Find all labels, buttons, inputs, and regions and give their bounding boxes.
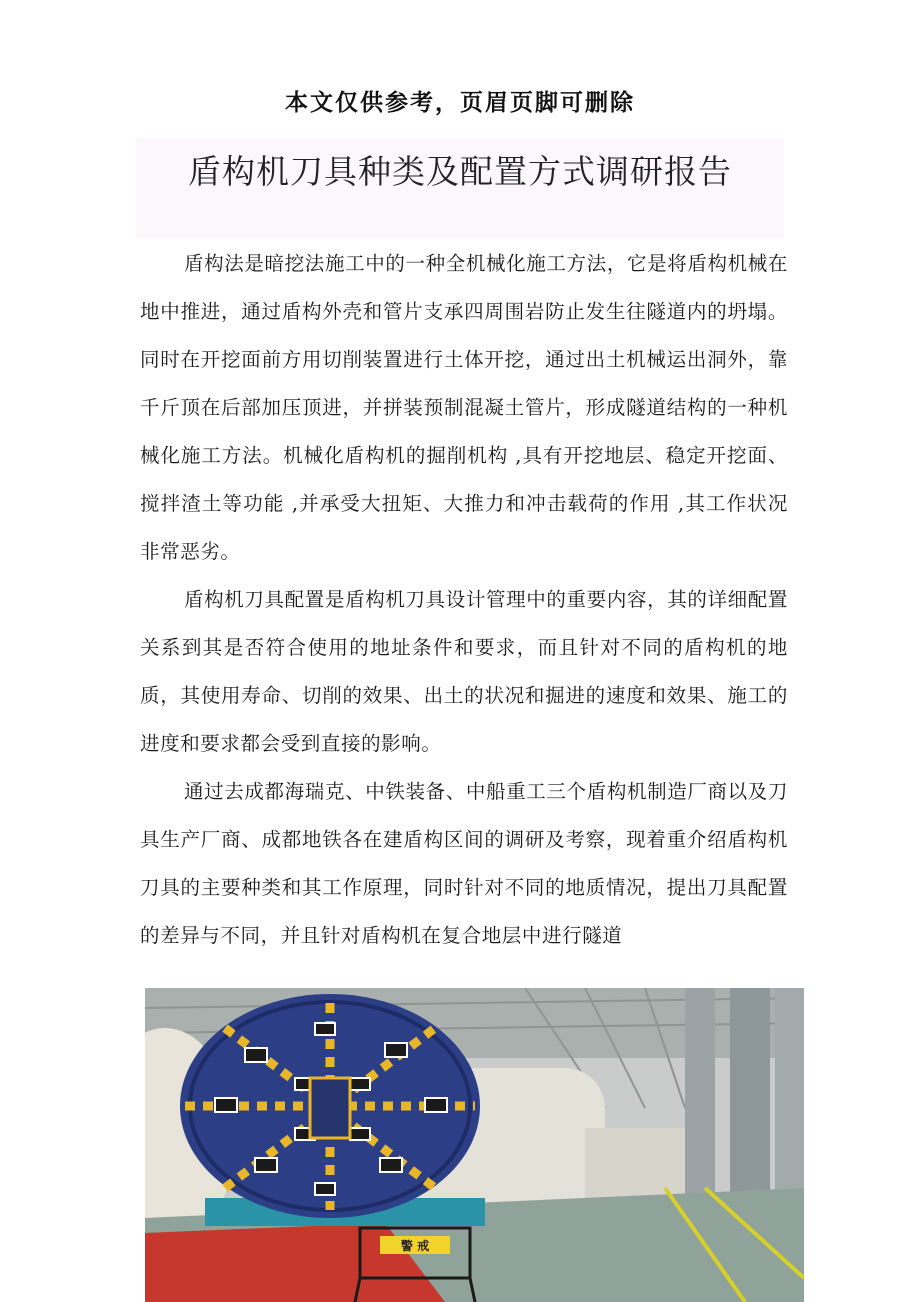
tbm-cutterhead-photo xyxy=(145,988,804,1302)
document-title: 盾构机刀具种类及配置方式调研报告 xyxy=(188,152,732,191)
paragraph-intro: 盾构法是暗挖法施工中的一种全机械化施工方法，它是将盾构机械在地中推进，通过盾构外壳和管片支承四周围岩防止发生往隧道内的坍塌。同时在开挖面前方用切削装置进行土体开挖，通过出土机械运出洞外，靠千斤顶在后部加压顶进，并拼装预制混凝土管片，形成隧道结构的一种机械化施工方法。机械化盾构机的掘削机构 ,具有开挖地层、稳定开挖面、搅拌渣土等功能 ,并承受大扭矩、大推力和冲击载荷的作用 ,其工作状况非常恶劣。 xyxy=(140,252,788,563)
paragraph-cutter-config: 盾构机刀具配置是盾构机刀具设计管理中的重要内容，其的详细配置关系到其是否符合使用的地址条件和要求，而且针对不同的盾构机的地质，其使用寿命、切削的效果、出土的状况和掘进的速度和效果、施工的进度和要求都会受到直接的影响。 xyxy=(140,588,788,755)
body-text xyxy=(140,240,788,960)
warning-sign-text: 警 戒 xyxy=(400,1239,430,1253)
paragraph-research: 通过去成都海瑞克、中铁装备、中船重工三个盾构机制造厂商以及刀具生产厂商、成都地铁各在建盾构区间的调研及考察，现着重介绍盾构机刀具的主要种类和其工作原理，同时针对不同的地质情况，提出刀具配置的差异与不同，并且针对盾构机在复合地层中进行隧道 xyxy=(140,780,788,947)
header-note: 本文仅供参考，页眉页脚可删除 xyxy=(285,89,635,116)
